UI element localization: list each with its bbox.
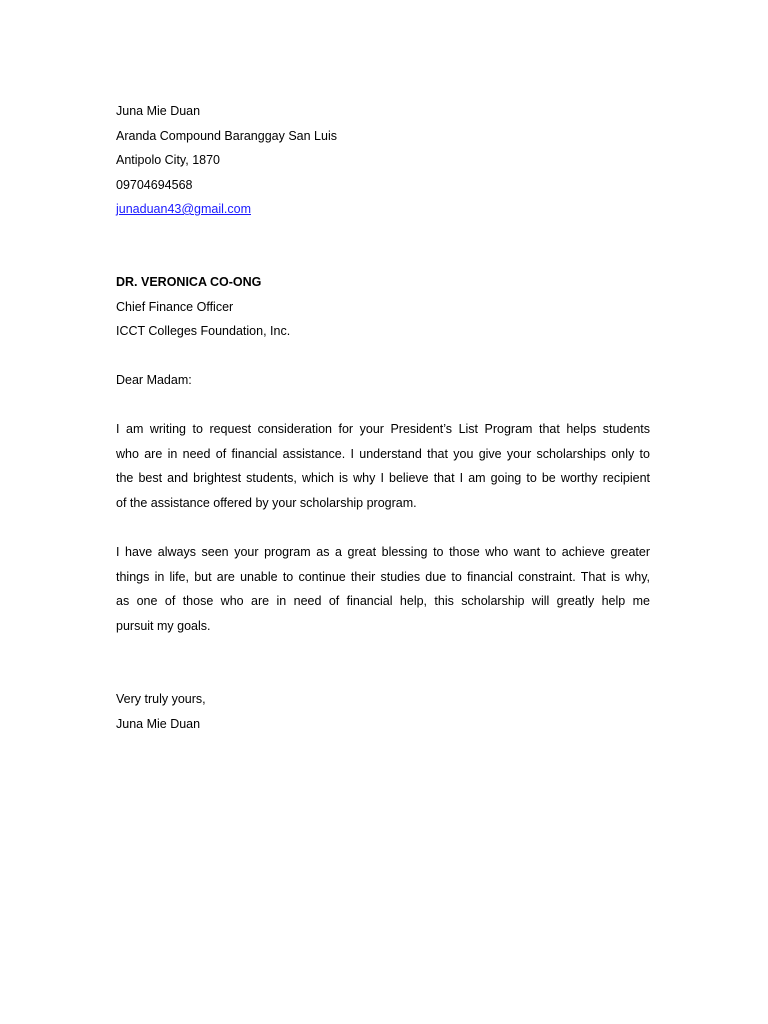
recipient-title: Chief Finance Officer bbox=[116, 300, 234, 314]
paragraph2-line: I have always seen your program as a great blessing to those who want to achieve greater bbox=[116, 545, 650, 559]
sender-phone: 09704694568 bbox=[116, 178, 193, 192]
sender-email-link[interactable]: junaduan43@gmail.com bbox=[116, 202, 251, 216]
recipient-organization: ICCT Colleges Foundation, Inc. bbox=[116, 324, 291, 338]
paragraph2-line: pursuit my goals. bbox=[116, 619, 211, 633]
signature-name: Juna Mie Duan bbox=[116, 717, 201, 731]
recipient-name: DR. VERONICA CO-ONG bbox=[116, 275, 262, 289]
paragraph2-line: things in life, but are unable to continue their studies due to financial constraint. That is why, bbox=[116, 570, 650, 584]
paragraph1-line: who are in need of financial assistance. I understand that you give your scholarships only to bbox=[116, 447, 650, 461]
paragraph1-line: I am writing to request consideration for your President’s List Program that helps students bbox=[116, 422, 650, 436]
paragraph2-line: as one of those who are in need of financial help, this scholarship will greatly help me bbox=[116, 594, 650, 608]
sender-name: Juna Mie Duan bbox=[116, 104, 201, 118]
sender-address-line1: Aranda Compound Baranggay San Luis bbox=[116, 129, 337, 143]
paragraph1-line: the best and brightest students, which is why I believe that I am going to be worthy recipient bbox=[116, 471, 650, 485]
salutation: Dear Madam: bbox=[116, 373, 192, 387]
closing: Very truly yours, bbox=[116, 692, 206, 706]
sender-address-line2: Antipolo City, 1870 bbox=[116, 153, 220, 167]
paragraph1-line: of the assistance offered by your scholarship program. bbox=[116, 496, 417, 510]
